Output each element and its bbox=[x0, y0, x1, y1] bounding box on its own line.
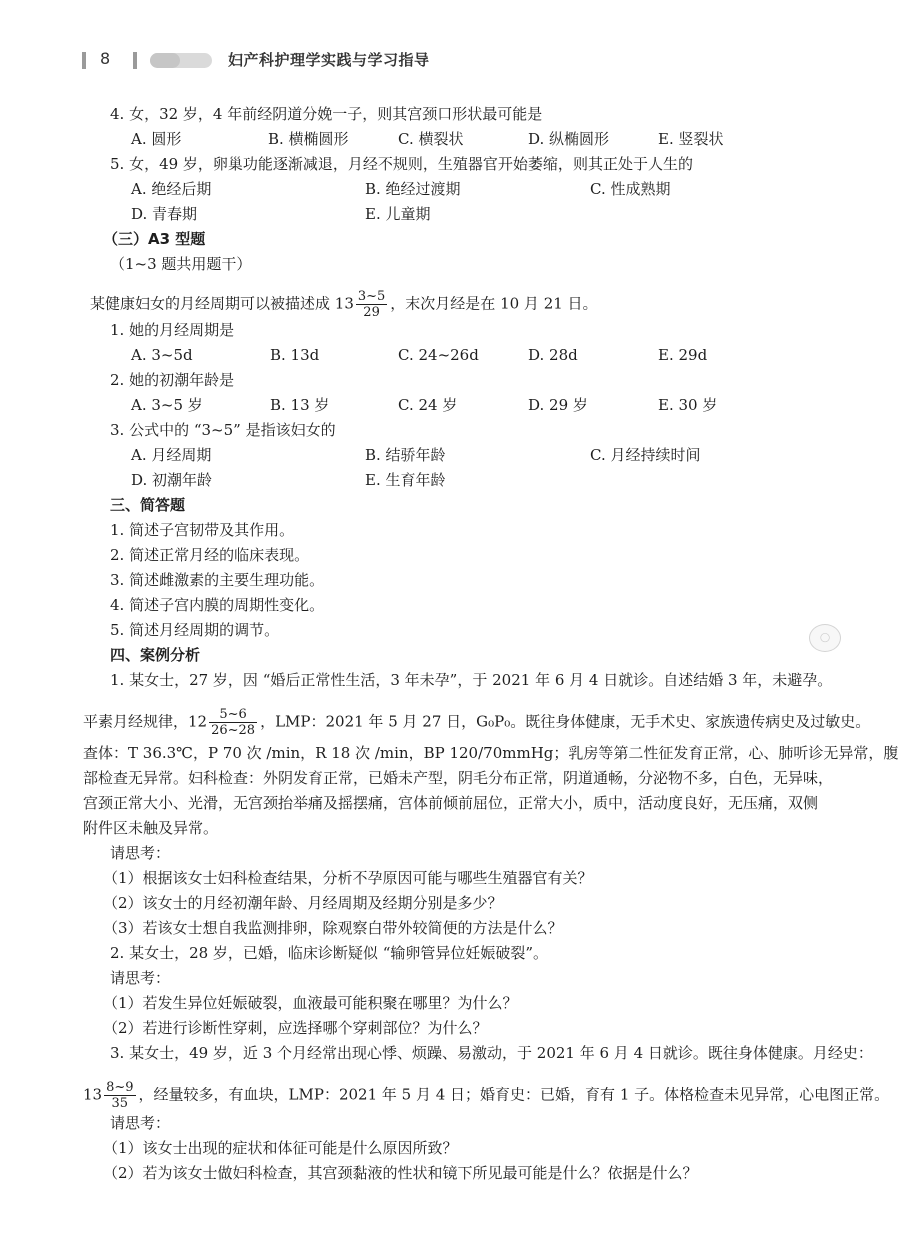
list-item: 2. 简述正常月经的临床表现。 bbox=[110, 546, 310, 564]
section-heading: 三、简答题 bbox=[110, 496, 186, 514]
case-text: 1. 某女士，27 岁，因 “婚后正常性生活，3 年未孕”，于 2021 年 6 月 4 日就诊。自述结婚 3 年，未避孕。 bbox=[110, 671, 833, 689]
list-item: 5. 简述月经周期的调节。 bbox=[110, 621, 280, 639]
option: B. 13d bbox=[270, 346, 320, 364]
case-text: 2. 某女士，28 岁，已婚，临床诊断疑似 “输卵管异位妊娠破裂”。 bbox=[110, 944, 549, 962]
option: C. 月经持续时间 bbox=[590, 446, 701, 464]
option: D. 纵椭圆形 bbox=[528, 130, 610, 148]
section-heading: （三）A3 型题 bbox=[103, 230, 206, 248]
section-heading: 四、案例分析 bbox=[110, 646, 201, 664]
option: D. 初潮年龄 bbox=[131, 471, 213, 489]
question-stem: 4. 女，32 岁，4 年前经阴道分娩一子，则其宫颈口形状最可能是 bbox=[110, 105, 543, 123]
think-label: 请思考： bbox=[110, 1114, 171, 1132]
option: A. 3~5d bbox=[131, 346, 193, 364]
question-stem: 1. 她的月经周期是 bbox=[110, 321, 235, 339]
fraction: $\frac{5\sim 6}{26\sim 28}$ bbox=[211, 707, 256, 738]
case-text: 查体：T 36.3℃，P 70 次 /min，R 18 次 /min，BP 120/70mmHg；乳房等第二性征发育正常，心、肺听诊无异常，腹 bbox=[83, 744, 899, 762]
option: C. 24~26d bbox=[398, 346, 479, 364]
margin-mark-icon: ◯ bbox=[809, 624, 841, 652]
shared-stem-note: （1~3 题共用题干） bbox=[110, 255, 252, 273]
option: B. 13 岁 bbox=[270, 396, 330, 414]
fraction: $\frac{3\sim 5}{29}$ bbox=[357, 289, 386, 320]
option: E. 生育年龄 bbox=[365, 471, 446, 489]
page-header bbox=[0, 0, 900, 90]
option: E. 儿童期 bbox=[365, 205, 431, 223]
case-question: （1）该女士出现的症状和体征可能是什么原因所致？ bbox=[103, 1139, 458, 1157]
case-question: （2）若进行诊断性穿刺，应选择哪个穿刺部位？为什么？ bbox=[103, 1019, 488, 1037]
case-text: 宫颈正常大小、光滑，无宫颈抬举痛及摇摆痛，宫体前倾前屈位，正常大小，质中，活动度良好，无压痛，双侧 bbox=[83, 794, 819, 812]
think-label: 请思考： bbox=[110, 969, 171, 987]
question-stem: 3. 公式中的 “3~5” 是指该妇女的 bbox=[110, 421, 336, 439]
option: C. 横裂状 bbox=[398, 130, 464, 148]
case-text: 13 $\frac{8\sim 9}{35}$ ，经量较多，有血块，LMP：2021 年 5 月 4 日；婚育史：已婚，育有 1 子。体格检查未见异常，心电图正常。 bbox=[83, 1080, 890, 1111]
case-question: （2）若为该女士做妇科检查，其宫颈黏液的性状和镜下所见最可能是什么？依据是什么？ bbox=[103, 1164, 698, 1182]
option: D. 28d bbox=[528, 346, 578, 364]
case-text: 部检查无异常。妇科检查：外阴发育正常，已婚未产型，阴毛分布正常，阴道通畅，分泌物不多，白色，无异味， bbox=[83, 769, 834, 787]
case-text: 附件区未触及异常。 bbox=[83, 819, 219, 837]
option: B. 横椭圆形 bbox=[268, 130, 349, 148]
case-text: 3. 某女士，49 岁，近 3 个月经常出现心悸、烦躁、易激动，于 2021 年 6 月 4 日就诊。既往身体健康。月经史： bbox=[110, 1044, 873, 1062]
list-item: 3. 简述雌激素的主要生理功能。 bbox=[110, 571, 325, 589]
option: E. 竖裂状 bbox=[658, 130, 724, 148]
case-question: （1）若发生异位妊娠破裂，血液最可能积聚在哪里？为什么？ bbox=[103, 994, 518, 1012]
think-label: 请思考： bbox=[110, 844, 171, 862]
option: D. 青春期 bbox=[131, 205, 198, 223]
option: E. 30 岁 bbox=[658, 396, 718, 414]
option: E. 29d bbox=[658, 346, 708, 364]
option: A. 绝经后期 bbox=[131, 180, 212, 198]
header-divider bbox=[133, 52, 137, 69]
question-stem: 2. 她的初潮年龄是 bbox=[110, 371, 235, 389]
list-item: 1. 简述子宫韧带及其作用。 bbox=[110, 521, 295, 539]
option: A. 月经周期 bbox=[131, 446, 212, 464]
case-question: （2）该女士的月经初潮年龄、月经周期及经期分别是多少？ bbox=[103, 894, 503, 912]
list-item: 4. 简述子宫内膜的周期性变化。 bbox=[110, 596, 325, 614]
header-divider bbox=[82, 52, 86, 69]
question-stem: 5. 女，49 岁，卵巢功能逐渐减退，月经不规则，生殖器官开始萎缩，则其正处于人生的 bbox=[110, 155, 693, 173]
option: C. 性成熟期 bbox=[590, 180, 671, 198]
option: C. 24 岁 bbox=[398, 396, 458, 414]
fraction: $\frac{8\sim 9}{35}$ bbox=[106, 1080, 134, 1111]
header-decoration bbox=[150, 53, 212, 68]
option: B. 结骄年龄 bbox=[365, 446, 446, 464]
option: A. 圆形 bbox=[131, 130, 182, 148]
option: B. 绝经过渡期 bbox=[365, 180, 461, 198]
case-question: （1）根据该女士妇科检查结果，分析不孕原因可能与哪些生殖器官有关？ bbox=[103, 869, 593, 887]
case-question: （3）若该女士想自我监测排卵，除观察白带外较简便的方法是什么？ bbox=[103, 919, 563, 937]
shared-stem: 某健康妇女的月经周期可以被描述成 13 $\frac{3\sim 5}{29}$ ，末次月经是在 10 月 21 日。 bbox=[90, 289, 598, 320]
page-number: 8 bbox=[100, 49, 111, 68]
option: A. 3~5 岁 bbox=[131, 396, 203, 414]
book-title: 妇产科护理学实践与学习指导 bbox=[228, 51, 430, 69]
case-text: 平素月经规律，12 $\frac{5\sim 6}{26\sim 28}$ ，LMP：2021 年 5 月 27 日，G₀P₀。既往身体健康，无手术史、家族遗传病史及过敏史。 bbox=[83, 707, 871, 738]
option: D. 29 岁 bbox=[528, 396, 588, 414]
